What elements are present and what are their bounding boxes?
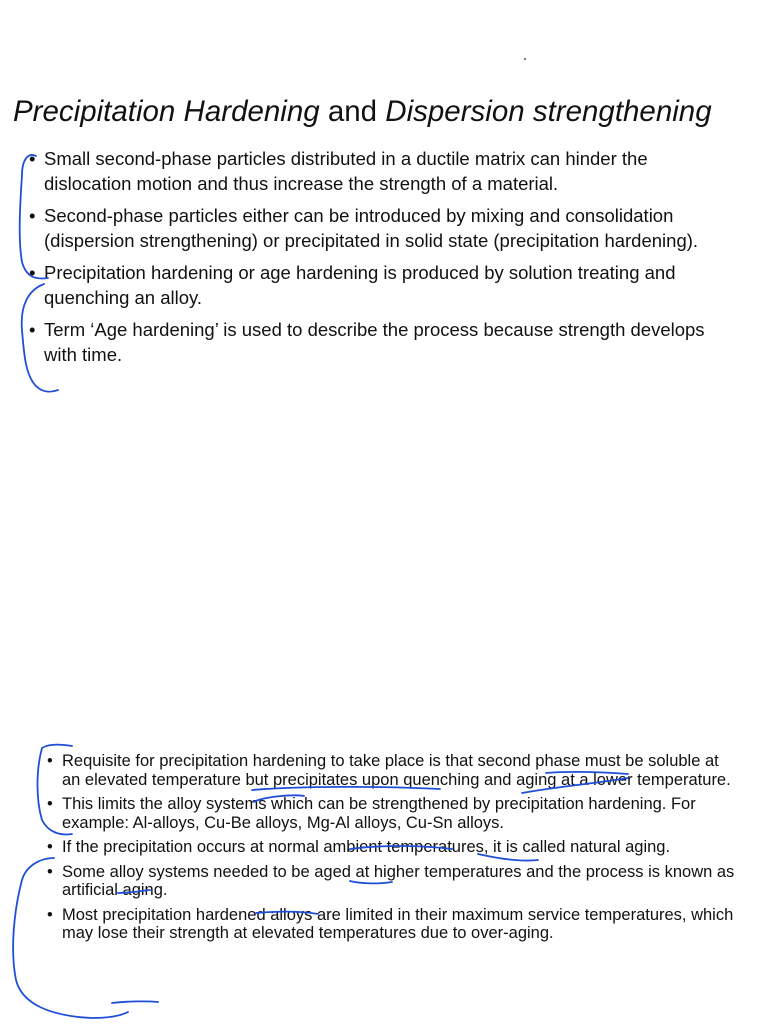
list-item xyxy=(29,318,729,367)
list-item xyxy=(47,752,737,789)
title-part-precipitation-hardening: Precipitation Hardening xyxy=(13,95,320,128)
bullet-text: Requisite for precipitation hardening to take place is that second phase must be soluble at an elevated temperature but precipitates upon quenching and aging at a lower temperature. xyxy=(62,752,731,789)
bullet-marker: • xyxy=(47,795,53,813)
bullet-marker: • xyxy=(47,862,53,881)
list-item xyxy=(29,261,729,310)
list-item xyxy=(47,863,737,900)
slide-title xyxy=(13,92,763,132)
bottom-bullet-list xyxy=(47,752,737,949)
list-item xyxy=(47,906,737,943)
top-bullet-list xyxy=(29,147,729,375)
list-item xyxy=(29,147,729,196)
bullet-text: Small second-phase particles distributed in a ductile matrix can hinder the dislocation motion and thus increase the strength of a material. xyxy=(44,148,648,194)
bullet-marker: • xyxy=(29,148,36,169)
bullet-marker: • xyxy=(47,838,53,856)
bullet-text: If the precipitation occurs at normal ambient temperatures, it is called natural aging. xyxy=(62,838,671,856)
bullet-marker: • xyxy=(47,905,53,924)
bullet-text: Precipitation hardening or age hardening is produced by solution treating and quenching an alloy. xyxy=(44,262,676,308)
bullet-text: Some alloy systems needed to be aged at higher temperatures and the process is known as artificial aging. xyxy=(62,862,735,899)
ink-underline-over-aging xyxy=(112,1001,158,1003)
title-part-and: and xyxy=(319,95,386,128)
bullet-text: Second-phase particles either can be introduced by mixing and consolidation (dispersion strengthening) or precipitated in solid state (precipitation hardening). xyxy=(44,205,699,251)
bullet-marker: • xyxy=(47,752,53,770)
bullet-text: Term ‘Age hardening’ is used to describe the process because strength develops with time. xyxy=(44,319,705,365)
list-item xyxy=(47,838,737,857)
bullet-marker: • xyxy=(29,205,36,226)
stray-mark xyxy=(524,58,526,60)
list-item xyxy=(47,795,737,832)
bullet-marker: • xyxy=(29,262,36,283)
title-part-dispersion-strengthening: Dispersion strengthening xyxy=(385,95,712,128)
bullet-text: This limits the alloy systems which can be strengthened by precipitation hardening. For example: Al-alloys, Cu-Be alloys, Mg-Al alloys, Cu-Sn alloys. xyxy=(62,795,696,832)
list-item xyxy=(29,204,729,253)
bullet-text: Most precipitation hardened alloys are limited in their maximum service temperatures, which may lose their strength at elevated temperatures due to over-aging. xyxy=(62,905,734,942)
bullet-marker: • xyxy=(29,319,36,340)
